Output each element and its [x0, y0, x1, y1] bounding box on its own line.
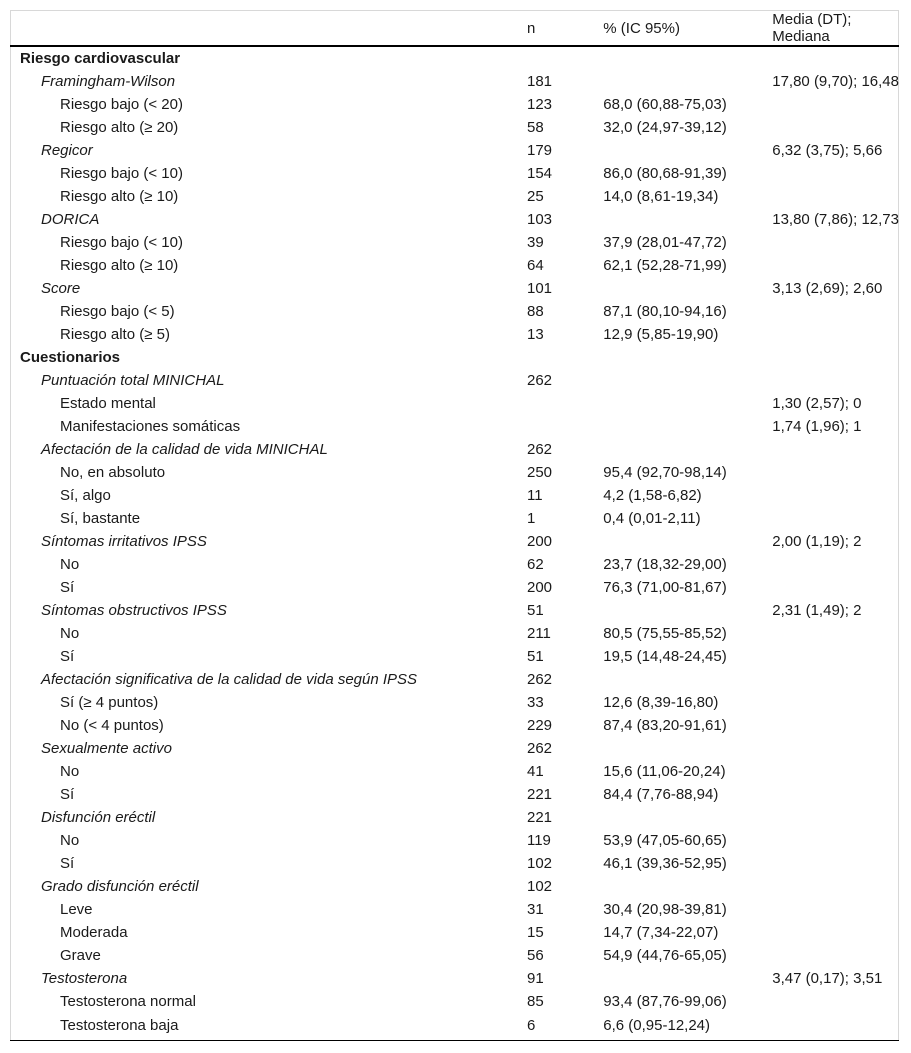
row-mean-median: 13,80 (7,86); 12,73	[772, 211, 899, 228]
row-label: Riesgo bajo (< 5)	[60, 303, 175, 320]
row-mean-median	[772, 714, 899, 737]
row-label: Testosterona baja	[60, 1016, 179, 1034]
row-n: 119	[526, 832, 551, 849]
row-mean-median: 2,00 (1,19); 2	[772, 533, 862, 550]
row-label: Sí, bastante	[60, 510, 141, 527]
table-bottom-rule	[10, 1040, 899, 1041]
row-label: Sí (≥ 4 puntos)	[60, 694, 159, 711]
row-label: Riesgo alto (≥ 20)	[60, 119, 179, 136]
table-row	[10, 898, 899, 921]
table-header-row	[10, 11, 899, 46]
row-percent-ci	[603, 806, 772, 829]
row-label: Framingham-Wilson	[41, 73, 176, 90]
row-percent-ci	[603, 438, 772, 461]
row-mean-median: 2,31 (1,49); 2	[772, 602, 862, 619]
row-percent-ci	[603, 599, 772, 622]
row-percent-ci	[603, 46, 772, 70]
table-row	[10, 852, 899, 875]
row-mean-median: 1,30 (2,57); 0	[772, 395, 862, 412]
row-percent-ci: 23,7 (18,32-29,00)	[603, 556, 727, 573]
row-percent-ci: 46,1 (39,36-52,95)	[603, 855, 727, 872]
row-percent-ci: 30,4 (20,98-39,81)	[603, 901, 727, 918]
row-mean-median	[772, 162, 899, 185]
row-mean-median	[772, 691, 899, 714]
row-n: 200	[526, 533, 553, 550]
row-mean-median: 17,80 (9,70); 16,48	[772, 73, 899, 90]
row-n: 11	[526, 487, 543, 504]
row-mean-median	[772, 576, 899, 599]
table-row	[10, 921, 899, 944]
row-mean-median	[772, 737, 899, 760]
table-row	[10, 231, 899, 254]
row-mean-median: 1,74 (1,96); 1	[772, 418, 862, 435]
table-row	[10, 691, 899, 714]
table-row	[10, 990, 899, 1013]
row-percent-ci: 93,4 (87,76-99,06)	[603, 993, 727, 1010]
row-percent-ci: 12,9 (5,85-19,90)	[603, 326, 719, 343]
row-n: 6	[526, 1016, 536, 1034]
row-n: 64	[526, 257, 544, 274]
row-percent-ci: 6,6 (0,95-12,24)	[603, 1016, 711, 1034]
table-row	[10, 323, 899, 346]
row-mean-median	[772, 46, 899, 70]
table-row	[10, 277, 899, 300]
table-row	[10, 875, 899, 898]
row-mean-median: 3,13 (2,69); 2,60	[772, 280, 883, 297]
header-mean-median: Media (DT); Mediana	[772, 11, 899, 46]
table-body	[10, 46, 899, 1037]
row-mean-median	[772, 553, 899, 576]
row-percent-ci	[603, 392, 772, 415]
row-n: 200	[526, 579, 553, 596]
row-mean-median: 6,32 (3,75); 5,66	[772, 142, 883, 159]
row-label: No	[60, 763, 80, 780]
row-n: 262	[526, 671, 553, 688]
table-row	[10, 116, 899, 139]
row-label: Moderada	[60, 924, 128, 941]
row-label: DORICA	[41, 211, 100, 228]
row-percent-ci: 87,4 (83,20-91,61)	[603, 717, 727, 734]
table-row	[10, 70, 899, 93]
row-label: Sexualmente activo	[41, 740, 172, 757]
table-row	[10, 254, 899, 277]
table-row	[10, 346, 899, 369]
row-label: Riesgo alto (≥ 10)	[60, 257, 179, 274]
row-percent-ci	[603, 277, 772, 300]
row-n: 262	[526, 372, 553, 389]
row-percent-ci: 4,2 (1,58-6,82)	[603, 487, 702, 504]
row-mean-median	[772, 484, 899, 507]
row-label: Riesgo bajo (< 10)	[60, 234, 183, 251]
row-n: 1	[526, 510, 536, 527]
row-label: Sí, algo	[60, 487, 111, 504]
row-n: 33	[526, 694, 544, 711]
row-mean-median	[772, 760, 899, 783]
table-row	[10, 46, 899, 70]
row-label: Riesgo alto (≥ 5)	[60, 326, 170, 343]
row-label: Grado disfunción eréctil	[41, 878, 199, 895]
row-n: 262	[526, 740, 553, 757]
table-row	[10, 461, 899, 484]
table-row	[10, 599, 899, 622]
table-row	[10, 530, 899, 553]
row-percent-ci	[603, 875, 772, 898]
row-n: 41	[526, 763, 544, 780]
header-label	[10, 11, 516, 46]
row-n	[516, 346, 603, 369]
row-percent-ci: 95,4 (92,70-98,14)	[603, 464, 727, 481]
row-percent-ci: 12,6 (8,39-16,80)	[603, 694, 719, 711]
row-n: 39	[526, 234, 544, 251]
row-n: 25	[526, 188, 544, 205]
row-mean-median	[772, 921, 899, 944]
row-n: 15	[526, 924, 544, 941]
row-label: Testosterona	[41, 970, 128, 987]
row-n: 250	[526, 464, 553, 481]
row-n	[516, 392, 603, 415]
row-percent-ci: 84,4 (7,76-88,94)	[603, 786, 719, 803]
row-mean-median	[772, 254, 899, 277]
table-row	[10, 714, 899, 737]
results-table	[10, 11, 899, 1037]
row-percent-ci	[603, 369, 772, 392]
row-mean-median	[772, 93, 899, 116]
row-percent-ci	[603, 668, 772, 691]
table-row	[10, 553, 899, 576]
row-label: Afectación de la calidad de vida MINICHAL	[41, 441, 328, 458]
row-n: 56	[526, 947, 544, 964]
row-label: Riesgo alto (≥ 10)	[60, 188, 179, 205]
row-percent-ci: 37,9 (28,01-47,72)	[603, 234, 727, 251]
row-percent-ci: 53,9 (47,05-60,65)	[603, 832, 727, 849]
row-n: 221	[526, 786, 553, 803]
row-mean-median	[772, 645, 899, 668]
row-label: Score	[41, 280, 81, 297]
row-percent-ci	[603, 530, 772, 553]
row-n: 51	[526, 648, 544, 665]
row-mean-median	[772, 438, 899, 461]
row-n: 229	[526, 717, 553, 734]
row-n: 211	[526, 625, 551, 642]
row-n: 88	[526, 303, 544, 320]
row-label: Riesgo bajo (< 10)	[60, 165, 183, 182]
row-mean-median	[772, 116, 899, 139]
row-n: 101	[526, 280, 553, 297]
table-row	[10, 139, 899, 162]
row-mean-median	[772, 783, 899, 806]
row-n: 62	[526, 556, 544, 573]
row-n: 51	[526, 602, 544, 619]
row-mean-median	[772, 300, 899, 323]
table-row	[10, 576, 899, 599]
header-n: n	[516, 11, 603, 46]
row-n: 102	[526, 878, 553, 895]
row-mean-median	[772, 944, 899, 967]
table-row	[10, 392, 899, 415]
row-n: 85	[526, 993, 544, 1010]
row-label: Disfunción eréctil	[41, 809, 156, 826]
row-percent-ci: 68,0 (60,88-75,03)	[603, 96, 727, 113]
row-mean-median	[772, 231, 899, 254]
row-n: 58	[526, 119, 544, 136]
row-percent-ci: 15,6 (11,06-20,24)	[603, 763, 726, 780]
row-n: 31	[526, 901, 544, 918]
row-percent-ci	[603, 415, 772, 438]
row-n: 91	[526, 970, 544, 987]
row-n	[516, 46, 603, 70]
row-label: Estado mental	[60, 395, 156, 412]
table-row	[10, 967, 899, 990]
row-label: Riesgo bajo (< 20)	[60, 96, 183, 113]
row-mean-median	[772, 185, 899, 208]
table-row	[10, 438, 899, 461]
row-mean-median	[772, 829, 899, 852]
row-percent-ci: 14,0 (8,61-19,34)	[603, 188, 719, 205]
row-percent-ci	[603, 208, 772, 231]
row-mean-median	[772, 875, 899, 898]
row-label: Síntomas irritativos IPSS	[41, 533, 207, 550]
row-label: No	[60, 832, 80, 849]
row-label: Grave	[60, 947, 101, 964]
row-percent-ci	[603, 139, 772, 162]
table-row	[10, 622, 899, 645]
table-row	[10, 162, 899, 185]
row-label: No, en absoluto	[60, 464, 166, 481]
row-n	[516, 415, 603, 438]
row-mean-median	[772, 1013, 899, 1037]
row-percent-ci: 14,7 (7,34-22,07)	[603, 924, 719, 941]
row-percent-ci: 32,0 (24,97-39,12)	[603, 119, 727, 136]
table-row	[10, 668, 899, 691]
row-label: No	[60, 625, 80, 642]
row-n: 102	[526, 855, 553, 872]
row-percent-ci: 86,0 (80,68-91,39)	[603, 165, 727, 182]
row-label: Sí	[60, 786, 75, 803]
row-label: Leve	[60, 901, 93, 918]
row-mean-median	[772, 990, 899, 1013]
table-row	[10, 369, 899, 392]
table-row	[10, 783, 899, 806]
table-row	[10, 300, 899, 323]
row-n: 179	[526, 142, 553, 159]
row-mean-median	[772, 898, 899, 921]
row-mean-median	[772, 622, 899, 645]
row-mean-median	[772, 369, 899, 392]
row-mean-median	[772, 507, 899, 530]
row-label: Riesgo cardiovascular	[20, 50, 181, 67]
table-row	[10, 185, 899, 208]
row-percent-ci	[603, 346, 772, 369]
row-label: Regicor	[41, 142, 93, 159]
row-label: Testosterona normal	[60, 993, 196, 1010]
table-row	[10, 484, 899, 507]
row-percent-ci: 80,5 (75,55-85,52)	[603, 625, 727, 642]
row-label: No (< 4 puntos)	[60, 717, 164, 734]
table-row	[10, 507, 899, 530]
row-label: Afectación significativa de la calidad de vida según IPSS	[41, 671, 418, 688]
table-row	[10, 208, 899, 231]
row-percent-ci	[603, 737, 772, 760]
row-n: 181	[526, 73, 553, 90]
row-label: Manifestaciones somáticas	[60, 418, 241, 435]
row-mean-median	[772, 461, 899, 484]
row-label: Sí	[60, 648, 75, 665]
row-mean-median	[772, 323, 899, 346]
row-mean-median	[772, 852, 899, 875]
table-row	[10, 737, 899, 760]
header-percent-ci: % (IC 95%)	[603, 11, 772, 46]
table-row	[10, 645, 899, 668]
table-row	[10, 806, 899, 829]
table-row	[10, 1013, 899, 1037]
row-mean-median	[772, 668, 899, 691]
row-percent-ci: 87,1 (80,10-94,16)	[603, 303, 727, 320]
row-percent-ci	[603, 967, 772, 990]
table-row	[10, 93, 899, 116]
row-n: 13	[526, 326, 544, 343]
row-label: No	[60, 556, 80, 573]
row-label: Sí	[60, 579, 75, 596]
row-n: 262	[526, 441, 553, 458]
row-label: Síntomas obstructivos IPSS	[41, 602, 227, 619]
row-percent-ci: 76,3 (71,00-81,67)	[603, 579, 727, 596]
row-label: Sí	[60, 855, 75, 872]
row-n: 123	[526, 96, 553, 113]
row-percent-ci: 19,5 (14,48-24,45)	[603, 648, 727, 665]
row-mean-median	[772, 346, 899, 369]
table-row	[10, 829, 899, 852]
row-n: 221	[526, 809, 553, 826]
row-percent-ci: 62,1 (52,28-71,99)	[603, 257, 727, 274]
row-percent-ci: 0,4 (0,01-2,11)	[603, 510, 701, 527]
row-label: Puntuación total MINICHAL	[41, 372, 225, 389]
row-percent-ci: 54,9 (44,76-65,05)	[603, 947, 727, 964]
row-n: 103	[526, 211, 553, 228]
row-label: Cuestionarios	[20, 349, 121, 366]
table-row	[10, 944, 899, 967]
row-n: 154	[526, 165, 553, 182]
row-mean-median: 3,47 (0,17); 3,51	[772, 970, 883, 987]
row-percent-ci	[603, 70, 772, 93]
row-mean-median	[772, 806, 899, 829]
table-row	[10, 760, 899, 783]
table-row	[10, 415, 899, 438]
